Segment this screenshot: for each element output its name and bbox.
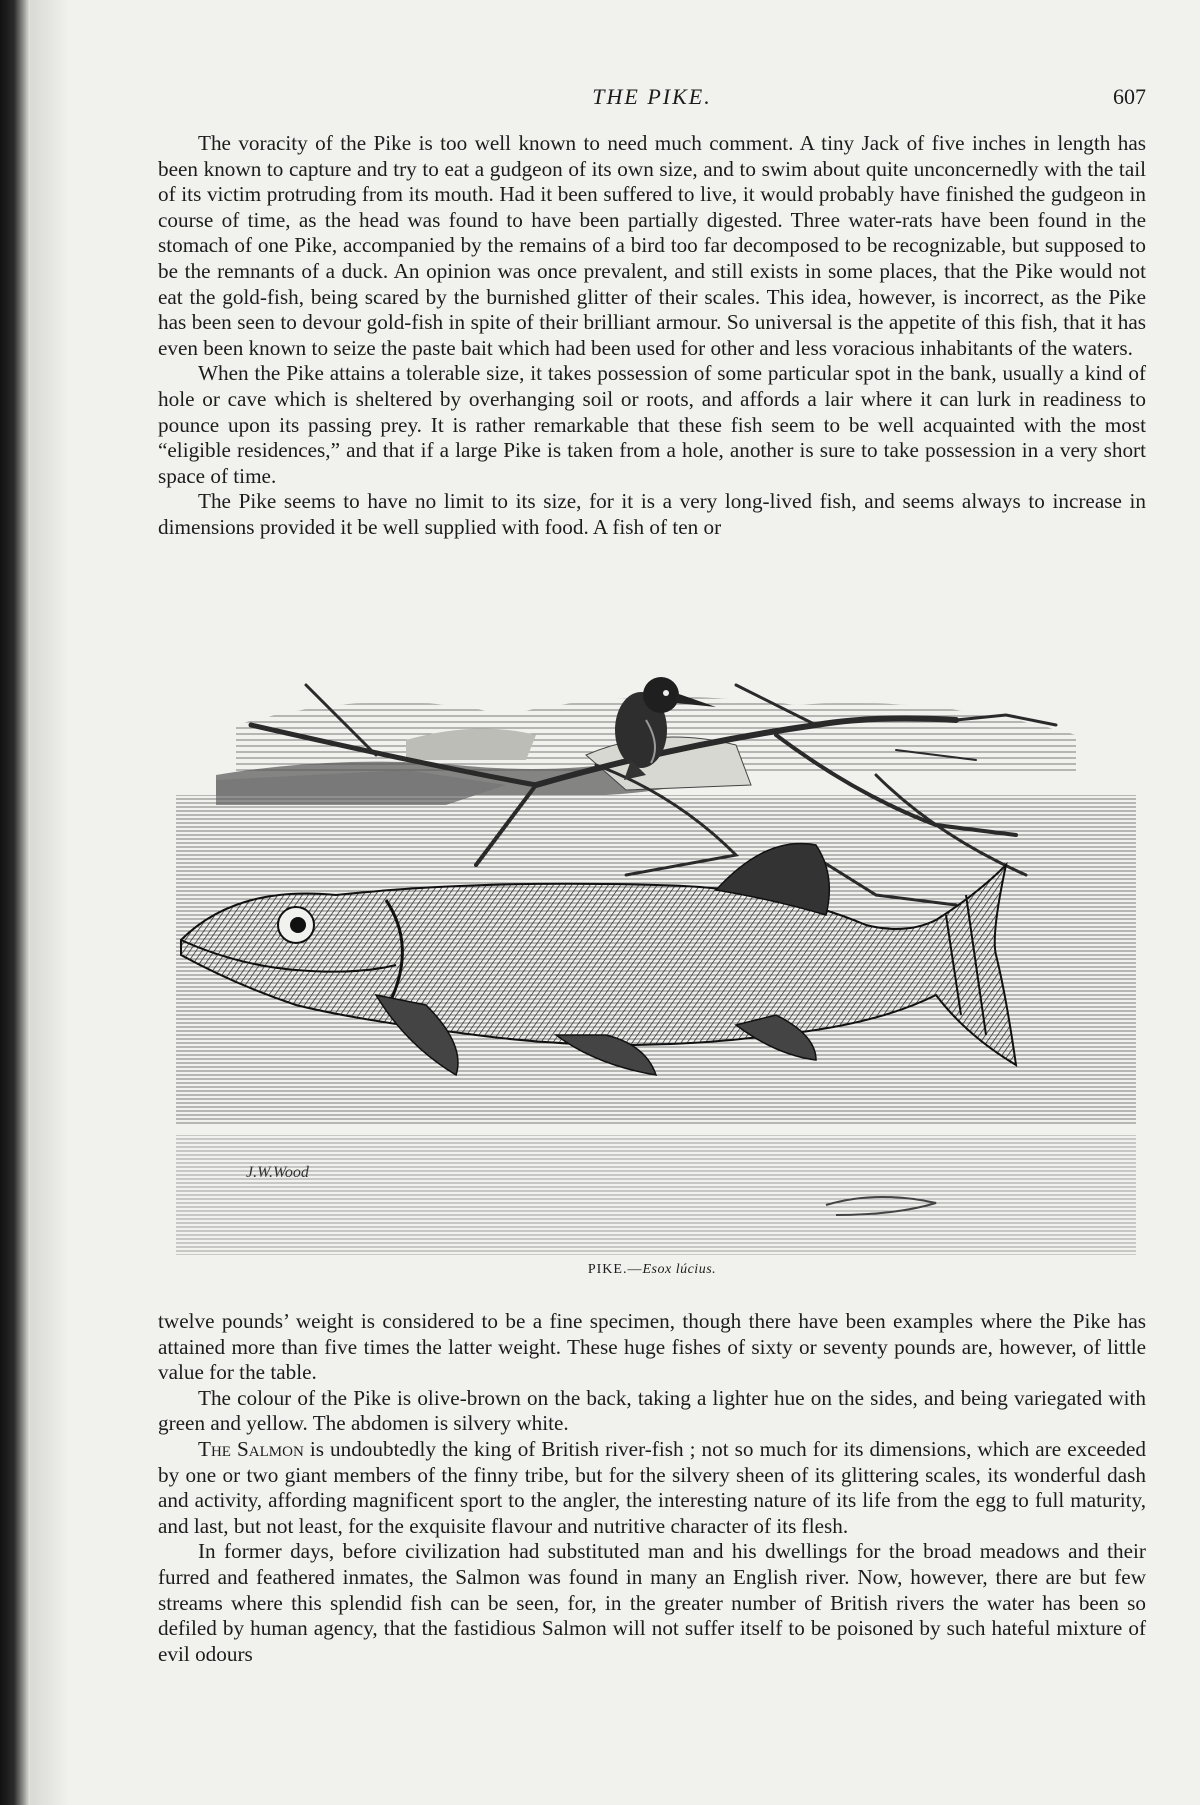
gutter-shadow bbox=[30, 0, 70, 1805]
paragraph-colour: The colour of the Pike is olive-brown on the back, taking a lighter hue on the sides, and being variegated with green and yellow. The abdomen is silvery white. bbox=[158, 1385, 1146, 1436]
top-text-block bbox=[158, 131, 1146, 541]
figure-caption bbox=[158, 1262, 1146, 1278]
paragraph-size: The Pike seems to have no limit to its size, for it is a very long-lived fish, and seems always to increase in dimensions provided it be well supplied with food. A fish of ten or bbox=[158, 489, 1146, 539]
pike-illustration bbox=[176, 665, 1136, 1255]
page-number: 607 bbox=[1113, 84, 1146, 109]
salmon-smallcaps: The Salmon bbox=[198, 1436, 304, 1461]
running-head bbox=[158, 84, 1146, 114]
salmon-text: is undoubtedly the king of British river-fish ; not so much for its dimensions, which are exceeded by one or two giant members of the finny tribe, but for the silvery sheen of its glittering scales, its wonderful dash and activity, affording magnificent sport to the angler, the interesting nature of its life from the egg to full maturity, and last, but not least, for the exquisite flavour and nutritive character of its flesh. bbox=[158, 1436, 1146, 1538]
paragraph-voracity: The voracity of the Pike is too well known to need much comment. A tiny Jack of five inches in length has been known to capture and try to eat a gudgeon of its own size, and to swim about quite unconcernedly with the tail of its victim protruding from its mouth. Had it been suffered to live, it would probably have finished the gudgeon in course of time, as the head was found to have been partially digested. Three water-rats have been found in the stomach of one Pike, accompanied by the remains of a bird too far decomposed to be recognizable, but supposed to be the remnants of a duck. An opinion was once prevalent, and still exists in some places, that the Pike would not eat the gold-fish, being scared by the burnished glitter of their scales. This idea, however, is incorrect, as the Pike has been seen to devour gold-fish in spite of their brilliant armour. So universal is the appetite of this fish, that it has even been known to seize the paste bait which had been used for other and less voracious inhabitants of the waters. bbox=[158, 131, 1146, 360]
caption-name: PIKE.— bbox=[587, 1262, 643, 1277]
paragraph-lair: When the Pike attains a tolerable size, it takes possession of some particular spot in the bank, usually a kind of hole or cave which is sheltered by overhanging soil or roots, and affords a lair where it can lurk in readiness to pounce upon its passing prey. It is rather remarkable that these fish seem to be well acquainted with the most “eligible residences,” and that if a large Pike is taken from a hole, another is sure to take possession in a very short space of time. bbox=[158, 361, 1146, 488]
paragraph-salmon bbox=[158, 1437, 1146, 1539]
paragraph-specimen: twelve pounds’ weight is considered to be a fine specimen, though there have been examples where the Pike has attained more than five times the latter weight. These huge fishes of sixty or seventy pounds are, however, of little value for the table. bbox=[158, 1309, 1146, 1385]
paragraph-former-days: In former days, before civilization had substituted man and his dwellings for the broad meadows and their furred and feathered inmates, the Salmon was found in many an English river. Now, however, there are but few streams where this splendid fish can be seen, for, in the greater number of British rivers the water has been so defiled by human agency, that the fastidious Salmon will not suffer itself to be poisoned by such hateful mixture of evil odours bbox=[158, 1539, 1146, 1666]
engraving-svg bbox=[176, 665, 1136, 1255]
engraver-signature: J.W.Wood bbox=[246, 1164, 309, 1181]
caption-latin: Esox lúcius. bbox=[642, 1262, 717, 1277]
bottom-text-block bbox=[158, 1309, 1146, 1667]
page-title: THE PIKE. bbox=[592, 84, 712, 109]
book-spine-shadow bbox=[0, 0, 30, 1805]
